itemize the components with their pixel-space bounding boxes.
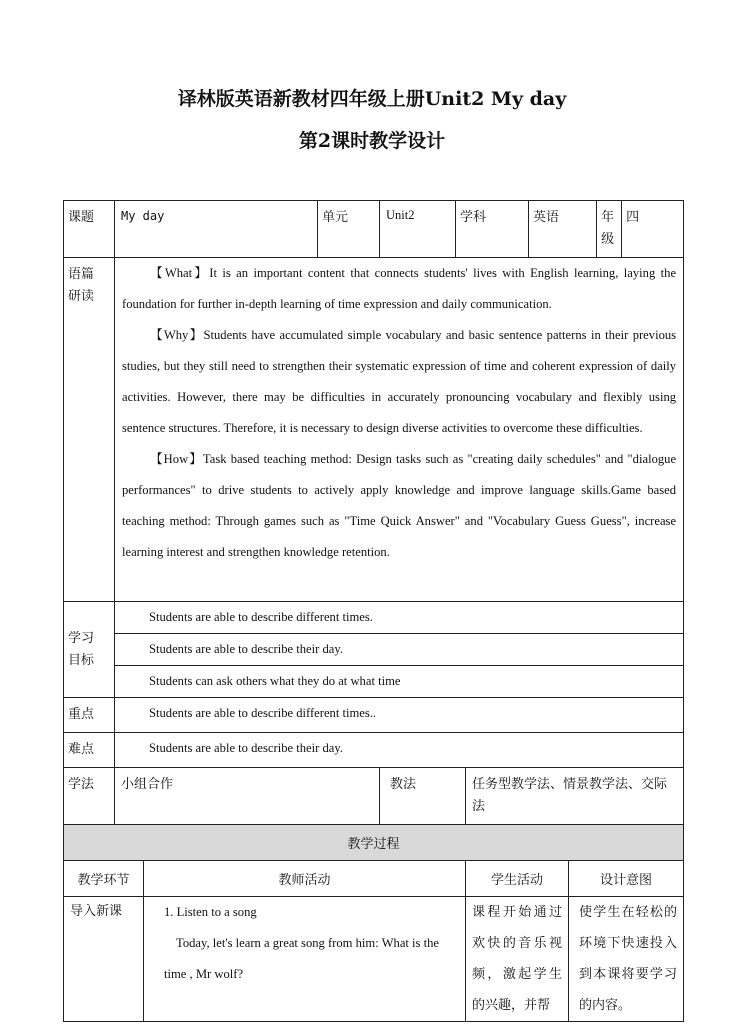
stage-cell: 导入新课	[64, 897, 144, 1022]
design-intent-cell: 使学生在轻松的环境下快速投入到本课将要学习的内容。	[569, 897, 684, 1022]
student-activity-header: 学生活动	[466, 861, 569, 897]
objectives-label	[64, 602, 115, 698]
objective-row	[64, 634, 684, 666]
document-subtitle: 第2课时教学设计	[298, 130, 446, 152]
analysis-label-line2: 研读	[68, 289, 95, 304]
analysis-row	[64, 258, 684, 602]
subject-value: 英语	[529, 201, 597, 258]
key-point-row	[64, 698, 684, 733]
objective-row	[64, 602, 684, 634]
teacher-step-title: 1. Listen to a song	[164, 905, 257, 919]
teaching-method-value: 任务型教学法、情景教学法、交际法	[466, 768, 684, 825]
objectives-label-line1: 学习	[68, 631, 95, 646]
teacher-activity-cell	[144, 897, 466, 1022]
unit-label: 单元	[318, 201, 380, 258]
info-row	[64, 201, 684, 258]
difficulty-label: 难点	[64, 733, 115, 768]
analysis-what: 【What】It is an important content that connects students' lives with English learning, laying the foundation for further in-depth learning of time expression and daily communication.	[122, 266, 677, 311]
student-activity-cell: 课程开始通过欢快的音乐视频，激起学生的兴趣，并帮	[466, 897, 569, 1022]
analysis-label	[64, 258, 115, 602]
unit-value: Unit2	[380, 201, 456, 258]
teacher-activity-header: 教师活动	[144, 861, 466, 897]
grade-value: 四	[622, 201, 684, 258]
topic-label: 课题	[64, 201, 115, 258]
stage-header: 教学环节	[64, 861, 144, 897]
teaching-method-label: 教法	[380, 768, 466, 825]
topic-value: My day	[115, 201, 318, 258]
lesson-plan-table	[63, 200, 683, 1022]
objective-item: Students are able to describe different times.	[115, 602, 684, 634]
grade-label: 年级	[597, 201, 622, 258]
learning-method-value: 小组合作	[115, 768, 380, 825]
process-header-row	[64, 861, 684, 897]
difficulty-row	[64, 733, 684, 768]
teacher-step-text: Today, let's learn a great song from him: What is the time , Mr wolf?	[164, 936, 439, 981]
analysis-why: 【Why】Students have accumulated simple vocabulary and basic sentence patterns in their previous studies, but they still need to strengthen their systematic expression of time and coherent expression of daily activities. However, there may be difficulties in accurately pronouncing vocabulary and flexibly using sentence structures. Therefore, it is necessary to design diverse activities to overcome these difficulties.	[122, 328, 677, 435]
process-section-title: 教学过程	[64, 825, 684, 861]
subject-label: 学科	[456, 201, 529, 258]
key-point-value: Students are able to describe different times..	[115, 698, 684, 733]
document-title: 译林版英语新教材四年级上册Unit2 My day	[177, 88, 567, 110]
analysis-content	[115, 258, 684, 602]
key-point-label: 重点	[64, 698, 115, 733]
process-section-row	[64, 825, 684, 861]
learning-method-label: 学法	[64, 768, 115, 825]
methods-row	[64, 768, 684, 825]
analysis-label-line1: 语篇	[68, 267, 95, 282]
objective-item: Students are able to describe their day.	[115, 634, 684, 666]
objectives-label-line2: 目标	[68, 653, 95, 668]
difficulty-value: Students are able to describe their day.	[115, 733, 684, 768]
process-row	[64, 897, 684, 1022]
design-intent-header: 设计意图	[569, 861, 684, 897]
objective-item: Students can ask others what they do at what time	[115, 666, 684, 698]
objective-row	[64, 666, 684, 698]
analysis-how: 【How】Task based teaching method: Design tasks such as "creating daily schedules" and "dialogue performances" to drive students to actively apply knowledge and improve language skills.Game based teaching method: Through games such as "Time Quick Answer" and "Vocabulary Guess Guess", increase learning interest and strengthen knowledge retention.	[122, 452, 677, 559]
